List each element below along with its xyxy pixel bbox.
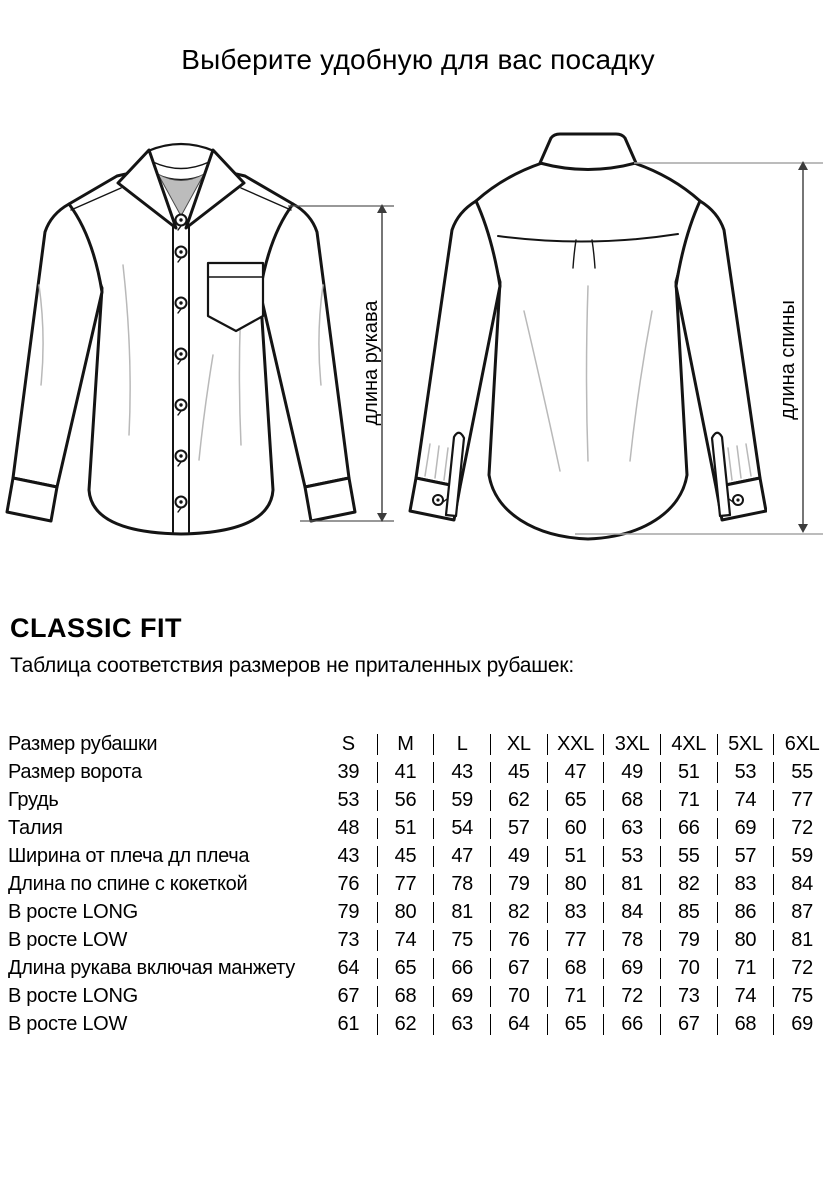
size-value-cell: 66	[433, 958, 490, 979]
size-name-cell: 3XL	[603, 734, 660, 755]
row-label: Длина рукава включая манжету	[8, 957, 295, 979]
row-label: Длина по спине с кокеткой	[8, 873, 248, 895]
size-value-cell: 41	[377, 762, 434, 783]
dimension-overlay	[0, 0, 836, 560]
size-name-cell: 4XL	[660, 734, 717, 755]
row-label: В росте LONG	[8, 901, 138, 923]
size-value-cell: 78	[603, 930, 660, 951]
size-value-cell: 75	[433, 930, 490, 951]
size-value-cell: 81	[433, 902, 490, 923]
size-value-cell: 72	[773, 958, 830, 979]
size-value-cell: 69	[773, 1014, 830, 1035]
row-label: В росте LOW	[8, 929, 128, 951]
size-value-cell: 67	[660, 1014, 717, 1035]
size-value-cell: 80	[717, 930, 774, 951]
size-value-cell: 69	[603, 958, 660, 979]
size-value-cell: 68	[547, 958, 604, 979]
size-table-row	[8, 1014, 830, 1035]
size-value-cell: 81	[773, 930, 830, 951]
size-value-cell: 68	[377, 986, 434, 1007]
size-table-row	[8, 874, 830, 895]
size-value-cell: 49	[490, 846, 547, 867]
table-caption: Таблица соответствия размеров не приталенных рубашек:	[10, 654, 574, 677]
size-table-header-row	[8, 734, 830, 755]
size-value-cell: 77	[547, 930, 604, 951]
size-value-cell: 82	[660, 874, 717, 895]
size-value-cell: 83	[547, 902, 604, 923]
size-name-cell: 5XL	[717, 734, 774, 755]
size-value-cell: 71	[547, 986, 604, 1007]
size-value-cell: 84	[773, 874, 830, 895]
size-value-cell: 43	[433, 762, 490, 783]
size-value-cell: 51	[377, 818, 434, 839]
size-table-row	[8, 790, 830, 811]
size-value-cell: 57	[490, 818, 547, 839]
size-value-cell: 74	[717, 790, 774, 811]
size-table-row	[8, 762, 830, 783]
size-value-cell: 67	[490, 958, 547, 979]
size-value-cell: 71	[717, 958, 774, 979]
size-value-cell: 74	[377, 930, 434, 951]
size-value-cell: 68	[603, 790, 660, 811]
size-table	[8, 727, 830, 1042]
size-value-cell: 60	[547, 818, 604, 839]
size-value-cell: 59	[773, 846, 830, 867]
size-name-cell: L	[433, 734, 490, 755]
size-value-cell: 47	[433, 846, 490, 867]
size-value-cell: 74	[717, 986, 774, 1007]
size-value-cell: 55	[773, 762, 830, 783]
size-value-cell: 70	[490, 986, 547, 1007]
size-value-cell: 55	[660, 846, 717, 867]
size-value-cell: 53	[603, 846, 660, 867]
size-value-cell: 62	[490, 790, 547, 811]
size-value-cell: 63	[603, 818, 660, 839]
size-value-cell: 66	[603, 1014, 660, 1035]
size-value-cell: 62	[377, 1014, 434, 1035]
size-table-row	[8, 846, 830, 867]
size-value-cell: 76	[337, 873, 360, 895]
sleeve-length-dimension	[288, 204, 394, 522]
size-value-cell: 79	[490, 874, 547, 895]
size-value-cell: 45	[377, 846, 434, 867]
size-value-cell: 72	[773, 818, 830, 839]
row-label: Размер рубашки	[8, 733, 158, 755]
size-name-cell: S	[341, 733, 355, 755]
size-value-cell: 87	[773, 902, 830, 923]
size-table-row	[8, 818, 830, 839]
size-value-cell: 67	[337, 985, 360, 1007]
size-name-cell: XL	[490, 734, 547, 755]
size-value-cell: 53	[337, 789, 360, 811]
page-title: Выберите удобную для вас посадку	[181, 44, 655, 75]
size-value-cell: 86	[717, 902, 774, 923]
size-name-cell: M	[377, 734, 434, 755]
size-value-cell: 43	[337, 845, 360, 867]
size-table-row	[8, 930, 830, 951]
size-value-cell: 48	[337, 817, 360, 839]
size-table-body	[8, 734, 830, 1035]
size-table-row	[8, 986, 830, 1007]
size-value-cell: 77	[377, 874, 434, 895]
size-value-cell: 82	[490, 902, 547, 923]
row-label: В росте LONG	[8, 985, 138, 1007]
sleeve-length-label: длина рукава	[360, 300, 382, 426]
size-table-row	[8, 902, 830, 923]
size-value-cell: 80	[547, 874, 604, 895]
size-value-cell: 54	[433, 818, 490, 839]
size-value-cell: 84	[603, 902, 660, 923]
row-label: Талия	[8, 817, 63, 839]
size-value-cell: 72	[603, 986, 660, 1007]
size-value-cell: 39	[337, 761, 360, 783]
size-value-cell: 65	[547, 790, 604, 811]
size-value-cell: 73	[660, 986, 717, 1007]
size-value-cell: 73	[337, 929, 360, 951]
size-value-cell: 69	[717, 818, 774, 839]
size-name-cell: 6XL	[773, 734, 830, 755]
size-value-cell: 79	[660, 930, 717, 951]
size-value-cell: 64	[337, 957, 360, 979]
row-label: Ширина от плеча дл плеча	[8, 845, 250, 867]
size-value-cell: 61	[337, 1013, 360, 1035]
size-value-cell: 79	[337, 901, 360, 923]
size-value-cell: 78	[433, 874, 490, 895]
fit-name-heading: CLASSIC FIT	[10, 613, 182, 643]
size-value-cell: 70	[660, 958, 717, 979]
size-value-cell: 59	[433, 790, 490, 811]
size-value-cell: 80	[377, 902, 434, 923]
size-value-cell: 75	[773, 986, 830, 1007]
size-value-cell: 83	[717, 874, 774, 895]
size-value-cell: 63	[433, 1014, 490, 1035]
size-value-cell: 57	[717, 846, 774, 867]
size-value-cell: 51	[660, 762, 717, 783]
size-name-cell: XXL	[547, 734, 604, 755]
size-value-cell: 77	[773, 790, 830, 811]
size-value-cell: 85	[660, 902, 717, 923]
size-value-cell: 69	[433, 986, 490, 1007]
size-value-cell: 65	[377, 958, 434, 979]
size-value-cell: 65	[547, 1014, 604, 1035]
size-value-cell: 49	[603, 762, 660, 783]
row-label: В росте LOW	[8, 1013, 128, 1035]
row-label: Грудь	[8, 789, 59, 811]
size-value-cell: 56	[377, 790, 434, 811]
row-label: Размер ворота	[8, 761, 142, 783]
size-value-cell: 53	[717, 762, 774, 783]
size-value-cell: 47	[547, 762, 604, 783]
size-value-cell: 51	[547, 846, 604, 867]
size-value-cell: 64	[490, 1014, 547, 1035]
size-value-cell: 76	[490, 930, 547, 951]
back-length-label: длина спины	[777, 300, 799, 420]
size-table-row	[8, 958, 830, 979]
size-value-cell: 45	[490, 762, 547, 783]
back-length-dimension	[575, 161, 823, 534]
size-value-cell: 71	[660, 790, 717, 811]
size-value-cell: 66	[660, 818, 717, 839]
size-value-cell: 81	[603, 874, 660, 895]
size-value-cell: 68	[717, 1014, 774, 1035]
